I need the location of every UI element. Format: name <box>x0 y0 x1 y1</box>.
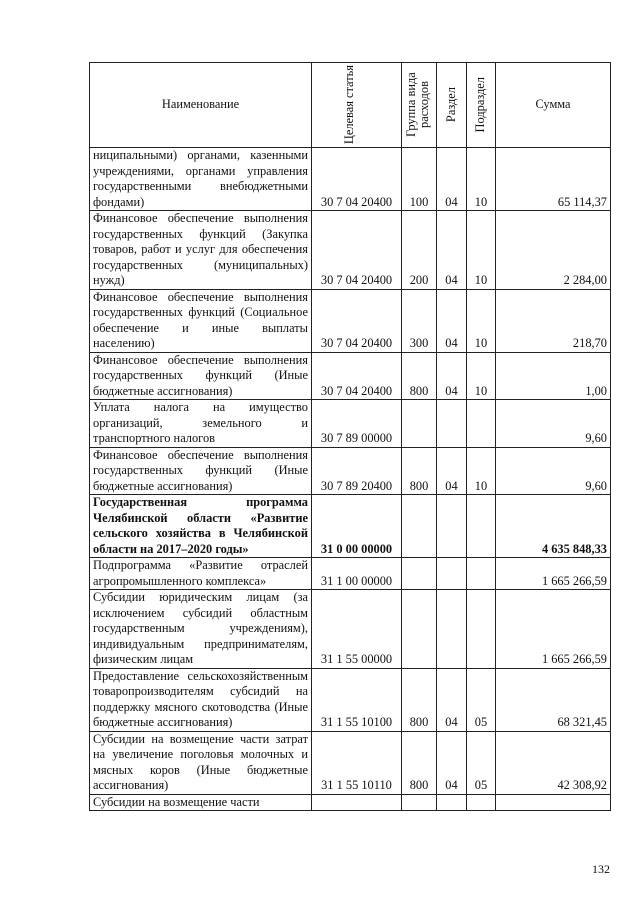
row-amount: 68 321,45 <box>496 668 611 731</box>
row-name: Субсидии на возмещение части <box>90 794 312 811</box>
table-row <box>90 148 611 211</box>
row-subsection: 10 <box>467 148 496 211</box>
header-subsection-label: Подраздел <box>473 77 487 133</box>
row-amount: 9,60 <box>496 447 611 495</box>
row-expense-group: 200 <box>402 211 437 290</box>
page-number: 132 <box>592 862 610 876</box>
row-section <box>437 495 467 558</box>
table-row <box>90 400 611 448</box>
row-subsection: 10 <box>467 352 496 400</box>
row-expense-group: 800 <box>402 668 437 731</box>
row-name: ниципальными) органами, казенными учреждениями, органами управления государственными внебюджетными фондами) <box>90 148 312 211</box>
row-target-code <box>312 794 402 811</box>
table-row <box>90 794 611 811</box>
table-body <box>90 148 611 811</box>
row-section: 04 <box>437 731 467 794</box>
row-subsection <box>467 794 496 811</box>
row-section: 04 <box>437 211 467 290</box>
row-section: 04 <box>437 668 467 731</box>
row-name: Государственная программа Челябинской области «Развитие сельского хозяйства в Челябинской области на 2017–2020 годы» <box>90 495 312 558</box>
row-section <box>437 558 467 590</box>
row-amount: 1,00 <box>496 352 611 400</box>
row-name: Субсидии юридическим лицам (за исключением субсидий областным государственным учреждениям), индивидуальным предпринимателям, физическим лицам <box>90 590 312 669</box>
row-section: 04 <box>437 289 467 352</box>
row-target-code: 30 7 04 20400 <box>312 352 402 400</box>
table-row <box>90 289 611 352</box>
row-section: 04 <box>437 352 467 400</box>
row-expense-group <box>402 400 437 448</box>
row-target-code: 31 1 00 00000 <box>312 558 402 590</box>
row-section: 04 <box>437 447 467 495</box>
table-row <box>90 731 611 794</box>
row-subsection: 05 <box>467 731 496 794</box>
table-row <box>90 495 611 558</box>
row-target-code: 31 1 55 10110 <box>312 731 402 794</box>
row-subsection <box>467 495 496 558</box>
row-target-code: 30 7 04 20400 <box>312 289 402 352</box>
row-target-code: 30 7 04 20400 <box>312 211 402 290</box>
row-target-code: 30 7 04 20400 <box>312 148 402 211</box>
row-section <box>437 794 467 811</box>
row-name: Уплата налога на имущество организаций, земельного и транспортного налогов <box>90 400 312 448</box>
row-name: Субсидии на возмещение части затрат на увеличение поголовья молочных и мясных коров (Иные бюджетные ассигнования) <box>90 731 312 794</box>
row-target-code: 30 7 89 20400 <box>312 447 402 495</box>
header-expense-group <box>402 63 437 148</box>
row-expense-group: 800 <box>402 447 437 495</box>
table-row <box>90 352 611 400</box>
row-section: 04 <box>437 148 467 211</box>
row-subsection <box>467 558 496 590</box>
row-amount: 1 665 266,59 <box>496 558 611 590</box>
header-name: Наименование <box>90 63 312 148</box>
row-name: Финансовое обеспечение выполнения государственных функций (Социальное обеспечение и иные выплаты населению) <box>90 289 312 352</box>
row-target-code: 30 7 89 00000 <box>312 400 402 448</box>
row-name: Предоставление сельскохозяйственным товаропроизводителям субсидий на поддержку мясного скотоводства (Иные бюджетные ассигнования) <box>90 668 312 731</box>
row-amount: 9,60 <box>496 400 611 448</box>
row-amount: 4 635 848,33 <box>496 495 611 558</box>
row-expense-group: 800 <box>402 352 437 400</box>
row-expense-group <box>402 794 437 811</box>
row-amount: 218,70 <box>496 289 611 352</box>
table-row <box>90 447 611 495</box>
row-section <box>437 590 467 669</box>
row-name: Финансовое обеспечение выполнения государственных функций (Закупка товаров, работ и услуг для обеспечения государственных (муниципальных) нужд) <box>90 211 312 290</box>
table-row <box>90 590 611 669</box>
header-subsection <box>467 63 496 148</box>
row-subsection: 10 <box>467 211 496 290</box>
table-row <box>90 211 611 290</box>
row-target-code: 31 0 00 00000 <box>312 495 402 558</box>
header-target-label: Целевая статья <box>341 65 356 145</box>
row-name: Финансовое обеспечение выполнения государственных функций (Иные бюджетные ассигнования) <box>90 447 312 495</box>
header-section <box>437 63 467 148</box>
header-amount: Сумма <box>496 63 611 148</box>
budget-table <box>89 62 611 811</box>
row-amount: 65 114,37 <box>496 148 611 211</box>
row-subsection: 05 <box>467 668 496 731</box>
row-target-code: 31 1 55 10100 <box>312 668 402 731</box>
header-row <box>90 63 611 148</box>
row-expense-group: 100 <box>402 148 437 211</box>
row-amount: 1 665 266,59 <box>496 590 611 669</box>
header-section-label: Раздел <box>443 87 458 123</box>
row-amount: 2 284,00 <box>496 211 611 290</box>
row-amount: 42 308,92 <box>496 731 611 794</box>
row-subsection: 10 <box>467 447 496 495</box>
row-expense-group <box>402 590 437 669</box>
header-target <box>312 63 402 148</box>
row-expense-group: 300 <box>402 289 437 352</box>
row-amount <box>496 794 611 811</box>
row-name: Финансовое обеспечение выполнения государственных функций (Иные бюджетные ассигнования) <box>90 352 312 400</box>
row-subsection <box>467 400 496 448</box>
row-name: Подпрограмма «Развитие отраслей агропромышленного комплекса» <box>90 558 312 590</box>
header-expense-group-label: Группа вида расходов <box>404 72 431 138</box>
table-row <box>90 558 611 590</box>
table-row <box>90 668 611 731</box>
row-target-code: 31 1 55 00000 <box>312 590 402 669</box>
row-subsection <box>467 590 496 669</box>
row-expense-group <box>402 558 437 590</box>
row-expense-group <box>402 495 437 558</box>
row-expense-group: 800 <box>402 731 437 794</box>
row-section <box>437 400 467 448</box>
row-subsection: 10 <box>467 289 496 352</box>
